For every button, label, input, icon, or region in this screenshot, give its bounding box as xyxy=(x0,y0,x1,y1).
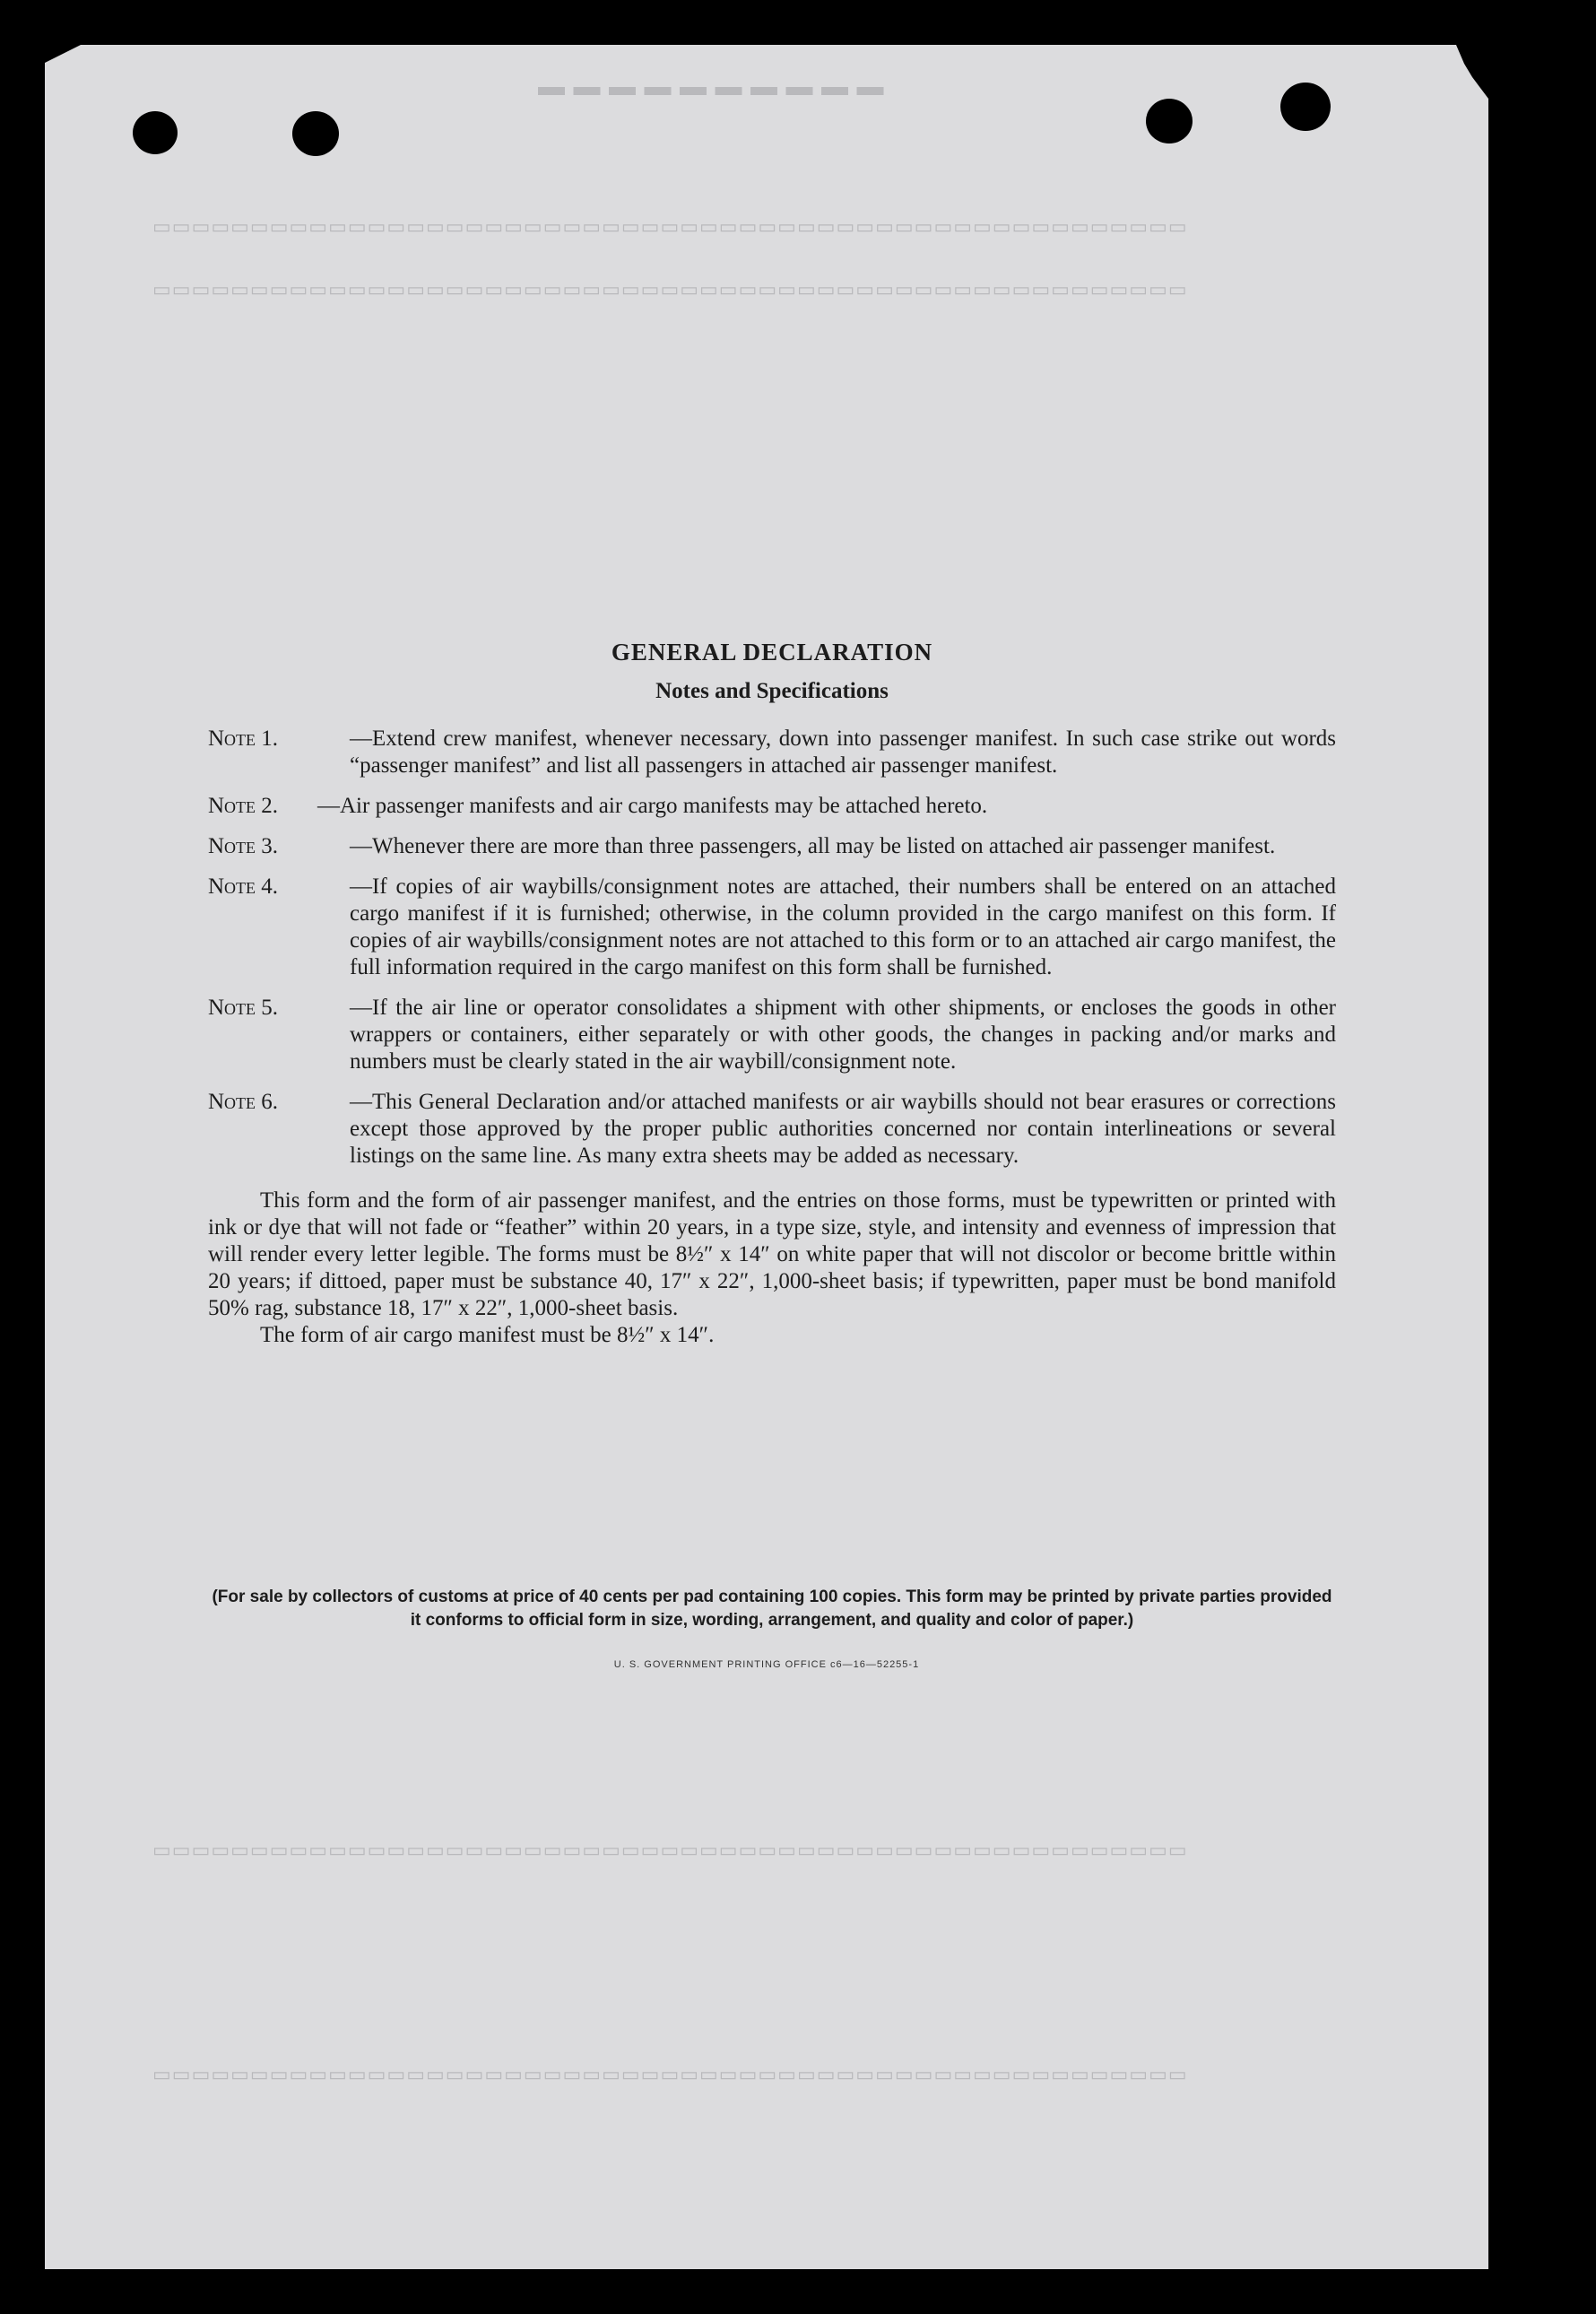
note-label: Note 3. xyxy=(208,834,279,858)
punch-hole-center-left xyxy=(292,111,339,156)
printer-line: U. S. GOVERNMENT PRINTING OFFICE c6—16—52255-1 xyxy=(613,1659,920,1670)
note-1 xyxy=(208,726,1336,779)
page-title: GENERAL DECLARATION xyxy=(611,639,933,665)
page-subtitle: Notes and Specifications xyxy=(655,679,889,703)
bleed-through-line: ▭▭▭▭▭▭▭▭▭▭▭▭▭▭▭▭▭▭▭▭▭▭▭▭▭▭▭▭▭▭▭▭▭▭▭▭▭▭▭▭▭▭▭▭▭▭▭▭▭▭▭▭▭ xyxy=(152,1839,1188,1861)
note-5 xyxy=(208,995,1336,1075)
note-label: Note 5. xyxy=(208,996,279,1020)
page-notch xyxy=(45,45,81,63)
punch-hole-right xyxy=(1146,99,1193,144)
notes-section xyxy=(208,639,1336,1349)
torn-corner xyxy=(1435,45,1488,99)
bleed-through-line: ▭▭▭▭▭▭▭▭▭▭▭▭▭▭▭▭▭▭▭▭▭▭▭▭▭▭▭▭▭▭▭▭▭▭▭▭▭▭▭▭▭▭▭▭▭▭▭▭▭▭▭▭▭ xyxy=(152,2063,1188,2085)
document-page xyxy=(45,45,1488,2269)
note-4 xyxy=(208,874,1336,981)
note-2 xyxy=(208,793,1336,820)
paper-specification: This form and the form of air passenger manifest, and the entries on those forms, must be typewritten or printed with ink or dye that will not fade or “feather” within 20 years, in a type size, style, and intensity and evenness of impression that will render every letter legible. The forms must be 8½″ x 14″ on white paper that will not discolor or become brittle within 20 years; if dittoed, paper must be substance 40, 17″ x 22″, 1,000-sheet basis; if typewritten, paper must be bond manifold 50% rag, substance 18, 17″ x 22″, 1,000-sheet basis. xyxy=(208,1188,1336,1320)
punch-hole-torn xyxy=(1280,83,1331,131)
bleed-through-header: ▬ ▬ ▬ ▬ ▬ ▬ ▬ ▬ ▬ ▬ xyxy=(538,72,885,101)
note-6 xyxy=(208,1089,1336,1170)
cargo-manifest-size: The form of air cargo manifest must be 8½″ x 14″. xyxy=(260,1323,715,1347)
note-label: Note 2. xyxy=(208,794,279,818)
note-text: —This General Declaration and/or attached manifests or air waybills should not bear erasures or corrections except those approved by the proper public authorities concerned nor contain interlineations or several listings on the same line. As many extra sheets may be added as necessary. xyxy=(350,1090,1336,1168)
note-text: —Whenever there are more than three passengers, all may be listed on attached air passenger manifest. xyxy=(350,834,1276,858)
bleed-through-line: ▭▭▭▭▭▭▭▭▭▭▭▭▭▭▭▭▭▭▭▭▭▭▭▭▭▭▭▭▭▭▭▭▭▭▭▭▭▭▭▭▭▭▭▭▭▭▭▭▭▭▭▭▭ xyxy=(152,215,1188,238)
note-3 xyxy=(208,833,1336,860)
note-label: Note 4. xyxy=(208,874,279,899)
note-text: —Air passenger manifests and air cargo manifests may be attached hereto. xyxy=(317,794,988,818)
note-label: Note 1. xyxy=(208,726,279,751)
note-text: —If the air line or operator consolidates a shipment with other shipments, or encloses the goods in other wrappers or containers, either separately or with other goods, the changes in packing and/or marks and numbers must be clearly stated in the air waybill/consignment note. xyxy=(350,996,1336,1074)
bleed-through-line: ▭▭▭▭▭▭▭▭▭▭▭▭▭▭▭▭▭▭▭▭▭▭▭▭▭▭▭▭▭▭▭▭▭▭▭▭▭▭▭▭▭▭▭▭▭▭▭▭▭▭▭▭▭ xyxy=(152,278,1188,300)
note-label: Note 6. xyxy=(208,1090,279,1114)
note-text: —Extend crew manifest, whenever necessary, down into passenger manifest. In such case strike out words “passenger manifest” and list all passengers in attached air passenger manifest. xyxy=(350,726,1336,778)
punch-hole-left xyxy=(133,111,178,154)
note-text: —If copies of air waybills/consignment notes are attached, their numbers shall be entered on an attached cargo manifest if it is furnished; otherwise, in the column provided in the cargo manifest on this form. If copies of air waybills/consignment notes are not attached to this form or to an attached air cargo manifest, the full information required in the cargo manifest on this form shall be furnished. xyxy=(350,874,1336,979)
sale-notice: (For sale by collectors of customs at price of 40 cents per pad containing 100 copies. This form may be printed by private parties provided it conforms to official form in size, wording, arrangement, and quality and color of paper.) xyxy=(212,1588,1332,1630)
